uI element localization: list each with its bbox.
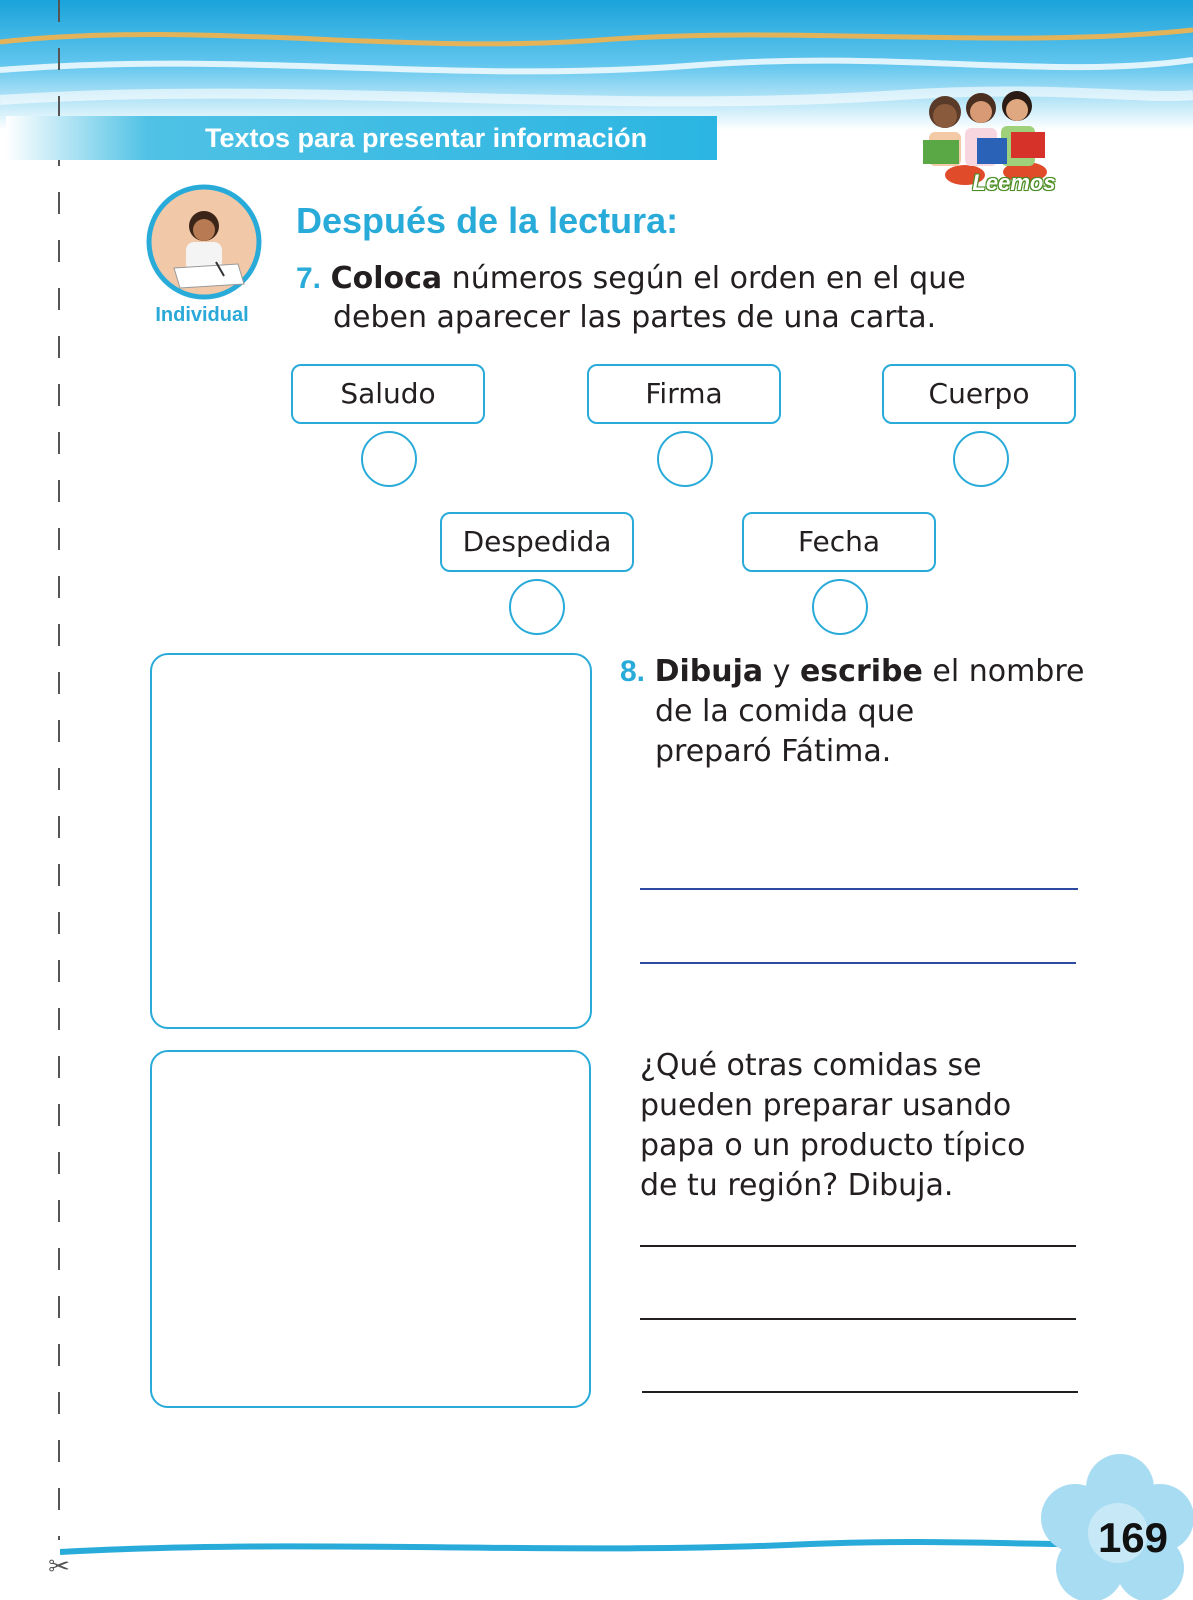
answer-line-other-2[interactable] [640, 1318, 1076, 1320]
question-8-number: 8. [620, 655, 646, 688]
word-box-saludo: Saludo [291, 364, 485, 424]
order-circle-despedida[interactable] [509, 579, 565, 635]
question-8-verb-write: escribe [799, 654, 923, 689]
answer-line-food-1[interactable] [640, 888, 1078, 890]
after-reading-heading: Después de la lectura: [296, 200, 679, 241]
question-9-line-1: ¿Qué otras comidas se [640, 1048, 982, 1083]
question-7-line-1 [296, 259, 966, 298]
word-box-firma: Firma [587, 364, 781, 424]
section-title: Textos para presentar información [205, 123, 648, 153]
order-circle-saludo[interactable] [361, 431, 417, 487]
question-9-line-4: de tu región? Dibuja. [640, 1168, 954, 1203]
question-8-connector: y [763, 654, 800, 689]
footer-wave-decoration [60, 1530, 1120, 1560]
answer-line-other-3[interactable] [642, 1391, 1078, 1393]
scissors-icon: ✂ [48, 1552, 70, 1582]
question-7-line-2: deben aparecer las partes de una carta. [333, 300, 937, 335]
question-9-line-3: papa o un producto típico [640, 1128, 1026, 1163]
question-9-line-2: pueden preparar usando [640, 1088, 1012, 1123]
word-box-despedida: Despedida [440, 512, 634, 572]
page-number: 169 [1097, 1514, 1169, 1561]
question-8-text: el nombre [922, 654, 1085, 689]
drawing-area-fatima-food[interactable] [150, 653, 592, 1029]
order-circle-fecha[interactable] [812, 579, 868, 635]
word-box-fecha: Fecha [742, 512, 936, 572]
question-7-text: números según el orden en el que [442, 261, 966, 296]
question-8-verb-draw: Dibuja [654, 654, 764, 689]
student-writing-icon [146, 184, 262, 300]
word-box-cuerpo: Cuerpo [882, 364, 1076, 424]
answer-line-food-2[interactable] [640, 962, 1076, 964]
question-9-text [640, 1046, 1025, 1206]
question-8-line-1 [620, 652, 1084, 691]
activity-mode-label: Individual [155, 304, 249, 326]
answer-line-other-1[interactable] [640, 1245, 1076, 1247]
cut-line [58, 0, 60, 1540]
leemos-badge: Leemos [972, 170, 1056, 195]
question-8-line-3: preparó Fátima. [655, 734, 892, 769]
drawing-area-other-foods[interactable] [150, 1050, 591, 1408]
question-7-verb: Coloca [330, 261, 443, 296]
question-7-number: 7. [296, 262, 322, 295]
question-8-line-2: de la comida que [655, 694, 915, 729]
order-circle-cuerpo[interactable] [953, 431, 1009, 487]
order-circle-firma[interactable] [657, 431, 713, 487]
